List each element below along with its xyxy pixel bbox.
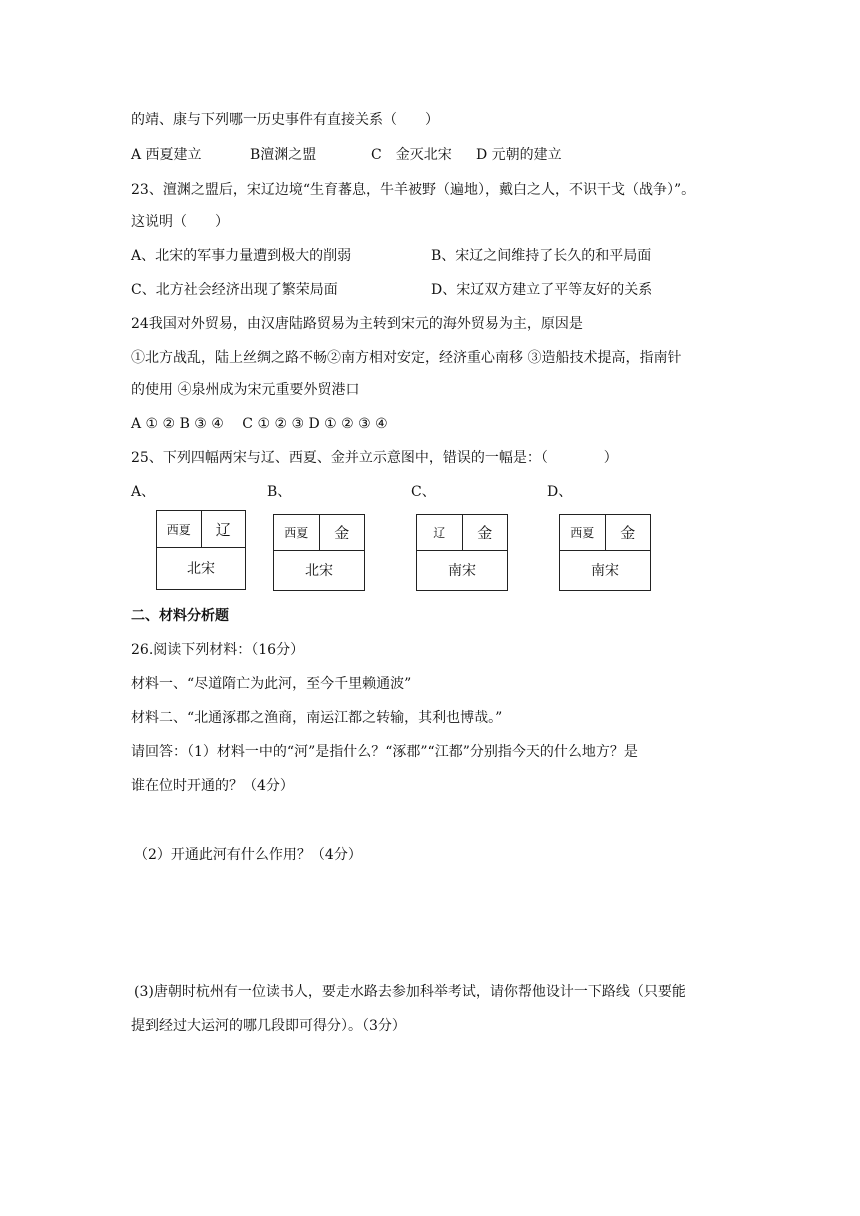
diagram-a	[156, 510, 246, 590]
diagram-b	[273, 514, 365, 591]
q22-stem: 的靖、康与下列哪一历史事件有直接关系（ ）	[131, 112, 439, 128]
q26-sub2: （2）开通此河有什么作用？（4分）	[134, 847, 362, 863]
diagram-a-top-right: 辽	[215, 520, 231, 539]
material-2: 材料二、“北通涿郡之渔商，南运江都之转输，其利也博哉。”	[131, 710, 503, 726]
q24-reasons-line2: 的使用 ④泉州成为宋元重要外贸港口	[131, 382, 360, 398]
q23-option-a: A、北宋的军事力量遭到极大的削弱	[131, 248, 352, 264]
diagram-b-bottom: 北宋	[305, 563, 333, 579]
q24-reasons-line1: ①北方战乱，陆上丝绸之路不畅②南方相对安定，经济重心南移 ③造船技术提高，指南针	[131, 350, 682, 366]
q22-option-c: C 金灭北宋	[371, 147, 452, 163]
q24-options: A ① ② B ③ ④ C ① ② ③ D ① ② ③ ④	[131, 416, 388, 432]
diagram-d-top-left: 西夏	[560, 515, 606, 550]
q24-stem: 24我国对外贸易，由汉唐陆路贸易为主转到宋元的海外贸易为主，原因是	[131, 316, 583, 332]
q22-option-a: A 西夏建立	[131, 147, 202, 163]
q23-option-b: B、宋辽之间维持了长久的和平局面	[431, 248, 652, 264]
section-heading: 二、材料分析题	[131, 608, 229, 624]
diagram-d-label: D、	[547, 484, 573, 500]
q22-option-d: D 元朝的建立	[476, 147, 562, 163]
diagram-d-bottom: 南宋	[591, 563, 619, 579]
q23-option-c: C、北方社会经济出现了繁荣局面	[131, 282, 338, 298]
diagram-c	[416, 514, 508, 591]
diagram-a-bottom: 北宋	[187, 561, 215, 577]
q23-option-d: D、宋辽双方建立了平等友好的关系	[431, 282, 653, 298]
diagram-c-top-left: 辽	[417, 515, 463, 550]
diagram-c-bottom: 南宋	[448, 563, 476, 579]
diagram-c-label: C、	[411, 484, 436, 500]
diagram-a-top-left: 西夏	[157, 511, 202, 547]
q22-option-b: B澶渊之盟	[250, 147, 317, 163]
diagram-b-top-left: 西夏	[274, 515, 320, 550]
q23-stem-line1: 23、澶渊之盟后，宋辽边境“生育蕃息，牛羊被野（遍地），戴白之人，不识干戈（战争）”。	[131, 182, 696, 198]
q26-intro: 26.阅读下列材料：（16分）	[131, 642, 305, 658]
q26-sub3-line2: 提到经过大运河的哪几段即可得分）。（3分）	[131, 1018, 406, 1034]
q26-sub1-line1: 请回答：（1）材料一中的“河”是指什么？“涿郡”“江都”分别指今天的什么地方？是	[131, 744, 638, 760]
q25-stem: 25、下列四幅两宋与辽、西夏、金并立示意图中，错误的一幅是：（ ）	[131, 450, 618, 466]
diagram-d	[559, 514, 651, 591]
diagram-b-top-right: 金	[334, 524, 350, 542]
material-1: 材料一、“尽道隋亡为此河，至今千里赖通波”	[131, 676, 412, 692]
q26-sub1-line2: 谁在位时开通的？（4分）	[131, 778, 294, 794]
diagram-d-top-right: 金	[620, 524, 636, 542]
diagram-a-label: A、	[131, 484, 156, 500]
q23-stem-line2: 这说明（ ）	[131, 214, 229, 230]
diagram-c-top-right: 金	[477, 524, 493, 542]
diagram-b-label: B、	[267, 484, 292, 500]
q26-sub3-line1: (3)唐朝时杭州有一位读书人，要走水路去参加科举考试，请你帮他设计一下路线（只要能	[134, 984, 686, 1000]
